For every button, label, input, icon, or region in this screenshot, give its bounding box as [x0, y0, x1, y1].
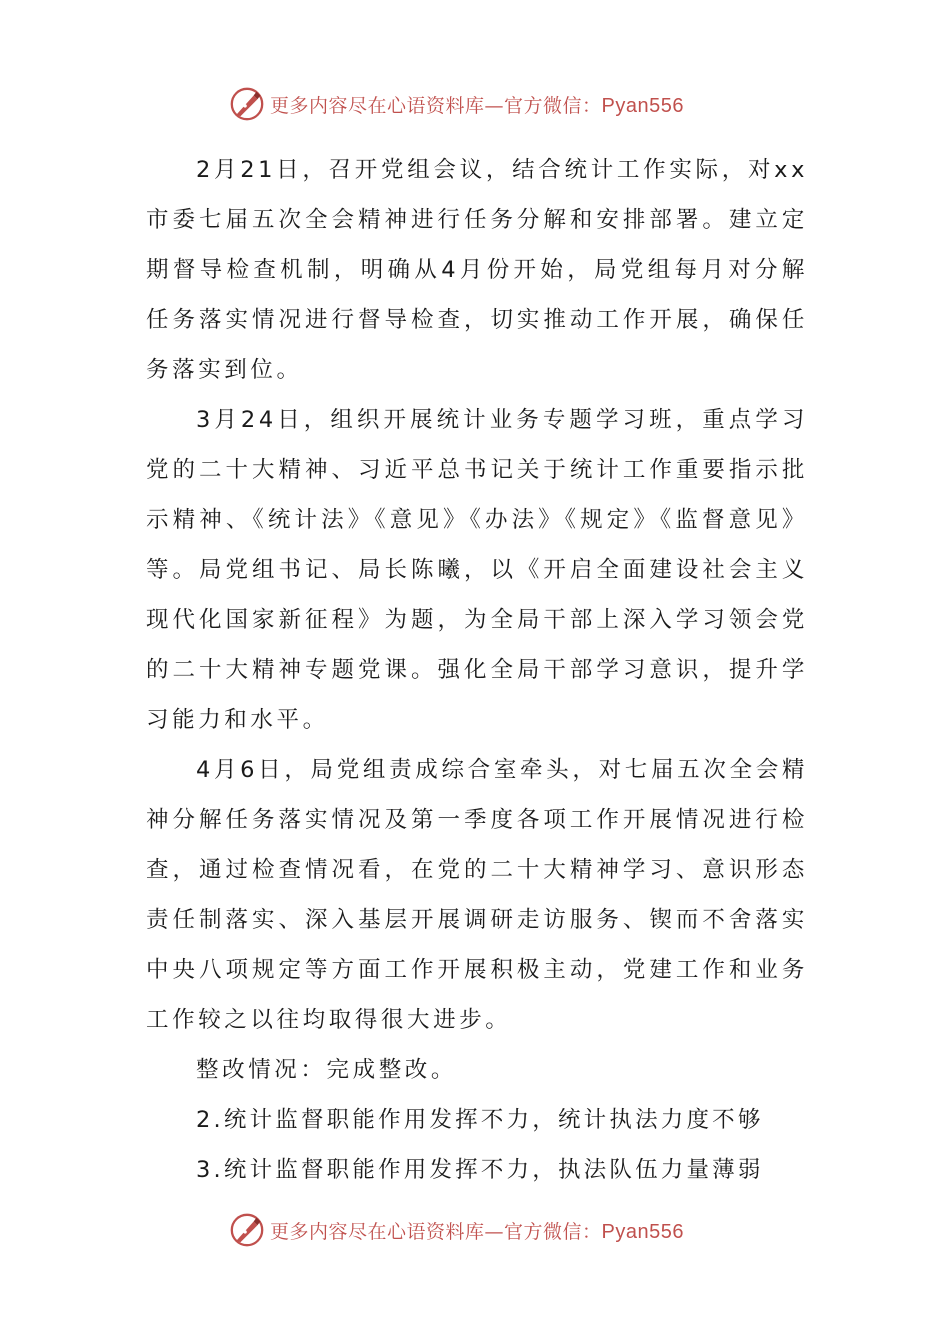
paragraph: 3月24日，组织开展统计业务专题学习班，重点学习党的二十大精神、习近平总书记关于统计工作重要指示批示精神、《统计法》《意见》《办法》《规定》《监督意见》等。局党组书记、局长陈曦，以《开启全面建设社会主义现代化国家新征程》为题，为全局干部上深入学习领会党的二十大精神专题党课。强化全局干部学习意识，提升学习能力和水平。 — [146, 407, 808, 733]
list-item: 2.统计监督职能作用发挥不力，统计执法力度不够 — [196, 1107, 764, 1133]
watermark-text: 更多内容尽在心语资料库—官方微信：Pyan556 — [270, 94, 684, 117]
list-item: 3.统计监督职能作用发挥不力，执法队伍力量薄弱 — [196, 1157, 764, 1183]
paragraph: 整改情况：完成整改。 — [196, 1057, 458, 1083]
pen-nib-icon — [228, 85, 266, 123]
document-body — [146, 145, 808, 1195]
watermark-wechat-id: Pyan556 — [601, 94, 684, 117]
paragraph: 4月6日，局党组责成综合室牵头，对七届五次全会精神分解任务落实情况及第一季度各项工作开展情况进行检查，通过检查情况看，在党的二十大精神学习、意识形态责任制落实、深入基层开展调研走访服务、锲而不舍落实中央八项规定等方面工作开展积极主动，党建工作和业务工作较之以往均取得很大进步。 — [146, 757, 808, 1033]
footer-watermark — [228, 1210, 684, 1250]
pen-nib-icon — [228, 1211, 266, 1249]
watermark-text: 更多内容尽在心语资料库—官方微信：Pyan556 — [270, 1220, 684, 1243]
paragraph: 2月21日，召开党组会议，结合统计工作实际，对xx市委七届五次全会精神进行任务分解和安排部署。建立定期督导检查机制，明确从4月份开始，局党组每月对分解任务落实情况进行督导检查，切实推动工作开展，确保任务落实到位。 — [146, 157, 808, 383]
header-watermark — [228, 84, 684, 124]
watermark-wechat-id: Pyan556 — [601, 1220, 684, 1243]
